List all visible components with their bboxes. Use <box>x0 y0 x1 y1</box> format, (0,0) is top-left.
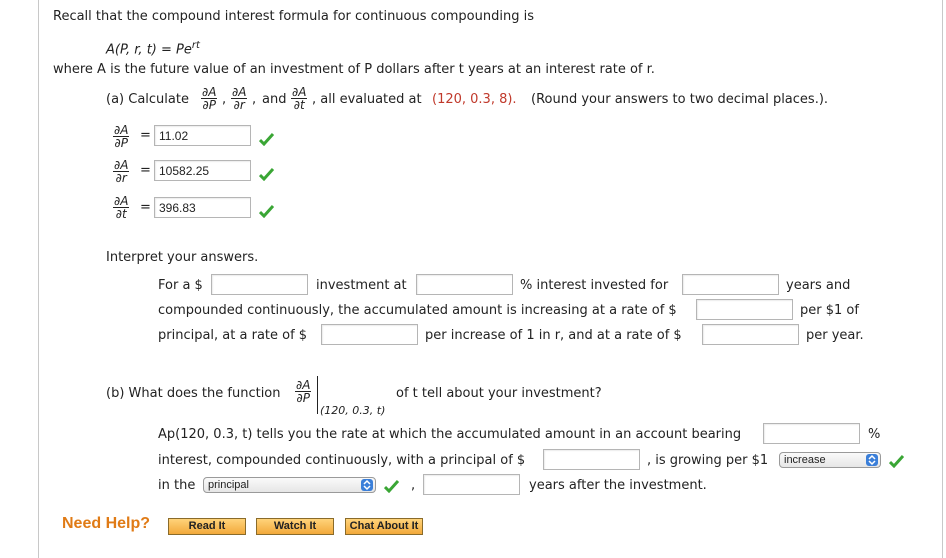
dA-dr-label <box>113 159 129 184</box>
for-a-text: For a $ <box>158 278 203 293</box>
dA-dr-answer-field[interactable]: 10582.25 <box>154 160 251 181</box>
investment-at-text: investment at <box>316 278 407 293</box>
fraction-numerator: ∂A <box>114 194 129 208</box>
dA-dP-function <box>295 379 311 404</box>
rate-percent-field[interactable] <box>763 423 860 444</box>
years-after-text: years after the investment. <box>529 478 707 493</box>
part-b-line2: interest, compounded continuously, with a principal of $ <box>158 453 526 468</box>
comma: , <box>411 478 416 493</box>
years-field[interactable] <box>682 274 779 295</box>
part-a-mid: , all evaluated at <box>312 92 422 107</box>
fraction-numerator: ∂A <box>296 378 311 392</box>
check-icon <box>384 480 399 493</box>
fraction-numerator: ∂A <box>232 85 247 99</box>
growth-direction-value: increase <box>784 454 826 466</box>
select-arrows-icon <box>866 454 878 466</box>
part-b-suffix: of t tell about your investment? <box>396 386 602 401</box>
investment-amount-field[interactable] <box>211 274 308 295</box>
fraction-numerator: ∂A <box>114 158 129 172</box>
years-after-field[interactable] <box>423 474 520 495</box>
years-and-text: years and <box>786 278 851 293</box>
fraction-numerator: ∂A <box>202 85 217 99</box>
in-the-select[interactable] <box>203 477 376 493</box>
part-b-line1: Ap(120, 0.3, t) tells you the rate at which the accumulated amount in an account bearing <box>158 427 742 442</box>
per-increase-text: per increase of 1 in r, and at a rate of $ <box>425 328 682 343</box>
rate-per-year-field[interactable] <box>702 324 799 345</box>
principal-at-text: principal, at a rate of $ <box>158 328 308 343</box>
check-icon <box>259 133 274 146</box>
rounding-instruction: (Round your answers to two decimal places.). <box>531 92 829 107</box>
fraction-numerator: ∂A <box>292 85 307 99</box>
evaluation-point: (120, 0.3, 8). <box>432 92 517 107</box>
per-year-text: per year. <box>806 328 864 343</box>
evaluation-bar <box>317 376 318 414</box>
comma: , <box>252 92 257 107</box>
part-b-eval-point: (120, 0.3, t) <box>320 404 386 417</box>
and-text: and <box>262 92 287 107</box>
per-1-of-text: per $1 of <box>800 303 859 318</box>
chat-about-it-button[interactable]: Chat About It <box>345 518 423 535</box>
check-icon <box>259 168 274 181</box>
interpret-heading: Interpret your answers. <box>106 250 259 265</box>
dA-dP-answer-field[interactable]: 11.02 <box>154 125 251 146</box>
need-help-label: Need Help? <box>62 515 151 532</box>
in-the-text: in the <box>158 478 196 493</box>
part-b-prefix: (b) What does the function <box>106 386 281 401</box>
dA-dP-label <box>113 124 129 149</box>
fraction-numerator: ∂A <box>114 123 129 137</box>
fraction-denominator: ∂P <box>114 136 128 150</box>
formula <box>106 40 200 57</box>
where-text: where A is the future value of an investment of P dollars after t years at an interest rate of r. <box>53 62 655 77</box>
formula-lhs: A(P, r, t) = Pe <box>106 42 192 58</box>
in-the-value: principal <box>208 479 249 491</box>
fraction-denominator: ∂t <box>293 98 305 112</box>
fraction-denominator: ∂P <box>202 98 216 112</box>
watch-it-button[interactable]: Watch It <box>256 518 334 535</box>
equals-sign: = <box>140 128 151 143</box>
rate-per-r-field[interactable] <box>321 324 418 345</box>
pct-invested-text: % interest invested for <box>520 278 669 293</box>
formula-exponent: rt <box>191 40 200 51</box>
is-growing-text: , is growing per $1 <box>647 453 769 468</box>
intro-text: Recall that the compound interest formula for continuous compounding is <box>53 9 534 24</box>
fraction-denominator: ∂r <box>233 98 245 112</box>
compounded-text: compounded continuously, the accumulated amount is increasing at a rate of $ <box>158 303 677 318</box>
percent-sign: % <box>868 427 881 442</box>
fraction-denominator: ∂r <box>115 171 127 185</box>
select-arrows-icon <box>361 479 373 491</box>
check-icon <box>889 455 904 468</box>
principal-field[interactable] <box>543 449 640 470</box>
comma: , <box>222 92 227 107</box>
dA-dr-fraction <box>231 86 247 111</box>
part-a-prefix: (a) Calculate <box>106 92 189 107</box>
check-icon <box>259 205 274 218</box>
rate-per-principal-field[interactable] <box>696 299 793 320</box>
fraction-denominator: ∂P <box>296 391 310 405</box>
dA-dt-answer-field[interactable]: 396.83 <box>154 197 251 218</box>
read-it-button[interactable]: Read It <box>168 518 246 535</box>
dA-dP-fraction <box>201 86 217 111</box>
dA-dt-fraction <box>291 86 307 111</box>
interest-rate-field[interactable] <box>416 274 513 295</box>
dA-dt-label <box>113 195 129 220</box>
equals-sign: = <box>140 200 151 215</box>
equals-sign: = <box>140 163 151 178</box>
growth-direction-select[interactable] <box>779 452 881 468</box>
fraction-denominator: ∂t <box>115 207 127 221</box>
